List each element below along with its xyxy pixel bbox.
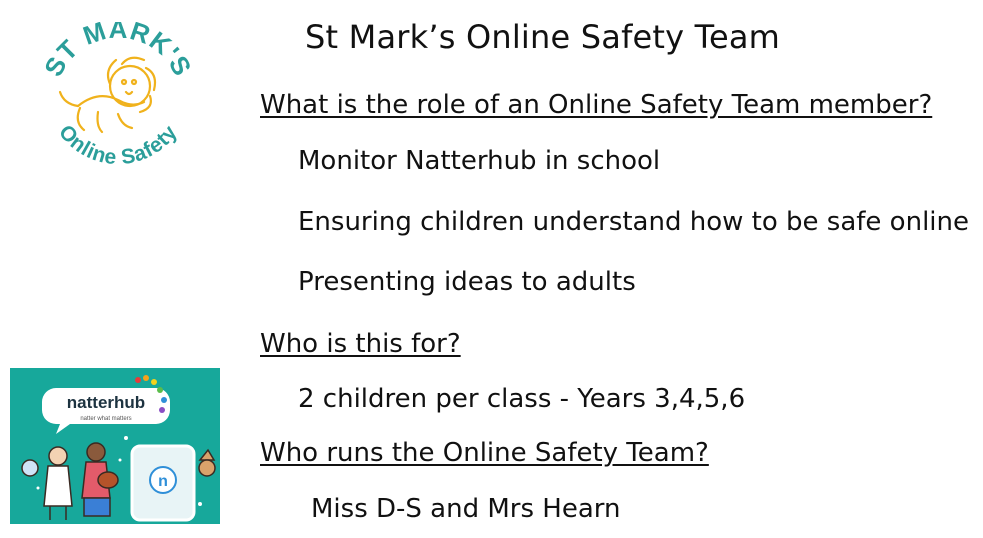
section-heading-role: What is the role of an Online Safety Team member? [260,90,933,120]
list-item: 2 children per class - Years 3,4,5,6 [298,384,746,414]
list-item: Presenting ideas to adults [298,267,636,297]
svg-text:ST MARK'S [38,22,198,81]
logo-arc-top: ST MARK'S [38,22,198,82]
list-item: Miss D-S and Mrs Hearn [311,494,621,524]
natterhub-tagline: natter what matters [80,416,132,422]
logo-arc-bottom: Online Safety [54,120,182,170]
svg-text:Online Safety [54,121,182,169]
page-title: St Mark’s Online Safety Team [305,18,781,56]
tablet-icon [132,446,194,520]
svg-text:n: n [158,473,168,490]
natterhub-brand: natterhub [66,393,146,412]
list-item: Monitor Natterhub in school [298,146,661,176]
section-heading-audience: Who is this for? [260,329,461,359]
natterhub-illustration [10,368,220,524]
lion-icon [38,22,198,172]
list-item: Ensuring children understand how to be safe online [298,207,969,237]
natterhub-image [10,368,220,524]
online-safety-logo [38,22,198,172]
section-heading-organisers: Who runs the Online Safety Team? [260,438,709,468]
